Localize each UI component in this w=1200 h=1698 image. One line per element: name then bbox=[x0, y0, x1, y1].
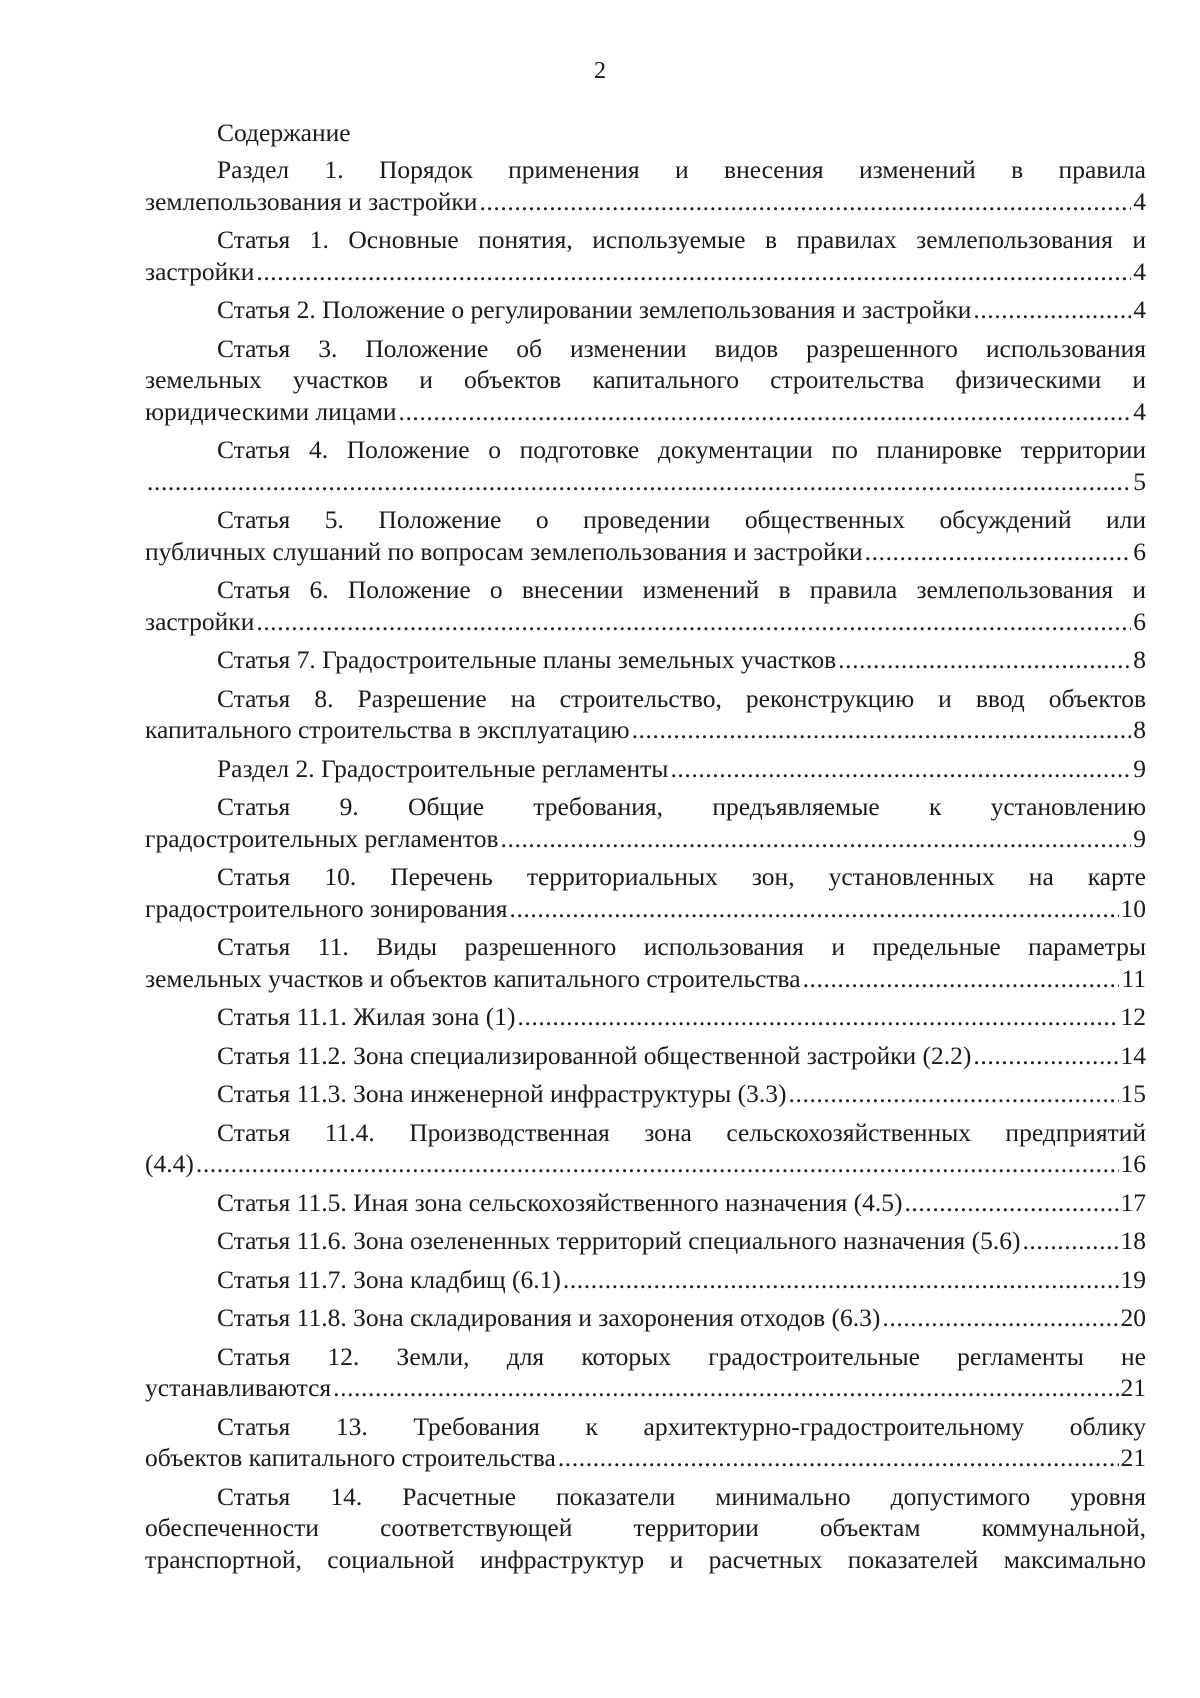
dot-leader bbox=[501, 823, 1132, 855]
toc-entry-title: землепользования и застройки bbox=[145, 186, 478, 216]
toc-entry-leader-line bbox=[145, 823, 1146, 855]
toc-page-number: 15 bbox=[1120, 1079, 1146, 1108]
toc-entry-leader-line bbox=[145, 1078, 1146, 1110]
toc-entry[interactable] bbox=[145, 1117, 1146, 1180]
toc-page-number: 8 bbox=[1133, 645, 1146, 674]
toc-entry-title: юридическими лицами bbox=[145, 396, 397, 426]
toc-entry[interactable] bbox=[145, 1078, 1146, 1110]
toc-entry[interactable] bbox=[145, 791, 1146, 854]
toc-entry[interactable] bbox=[145, 434, 1146, 497]
toc-entry-title: Статья 11.5. Иная зона сельскохозяйственного назначения (4.5) bbox=[217, 1187, 903, 1217]
dot-leader bbox=[517, 1001, 1118, 1033]
toc-entry[interactable] bbox=[145, 861, 1146, 924]
toc-entry-title: Статья 7. Градостроительные планы земельных участков bbox=[217, 645, 837, 674]
dot-leader bbox=[256, 256, 1131, 288]
toc-entry-leader-line bbox=[145, 1442, 1146, 1474]
toc-entry-leader-line bbox=[145, 1001, 1146, 1033]
toc-entry-line: Статья 11.4. Производственная зона сельскохозяйственных предприятий bbox=[217, 1117, 1146, 1147]
toc-entry-leader-line bbox=[145, 396, 1146, 428]
dot-leader bbox=[1022, 1225, 1118, 1257]
dot-leader bbox=[882, 1302, 1118, 1334]
toc-entry[interactable] bbox=[145, 154, 1146, 217]
toc-entry-line: Статья 13. Требования к архитектурно-градостроительному облику bbox=[217, 1411, 1146, 1441]
toc-entry-title: градостроительных регламентов bbox=[145, 823, 499, 853]
toc-entry-line: Статья 12. Земли, для которых градостроительные регламенты не bbox=[217, 1341, 1146, 1371]
toc-page-number: 6 bbox=[1133, 606, 1146, 636]
toc-entry-line: Статья 4. Положение о подготовке документации по планировке территории bbox=[217, 435, 1146, 464]
toc-entry[interactable] bbox=[145, 574, 1146, 637]
toc-entry-line: Статья 3. Положение об изменении видов разрешенного использования bbox=[217, 333, 1146, 363]
toc-entry[interactable] bbox=[145, 644, 1146, 676]
toc-entry[interactable] bbox=[145, 1040, 1146, 1072]
toc-entry-line: Статья 14. Расчетные показатели минимально допустимого уровня bbox=[217, 1481, 1146, 1511]
toc-entry-line: Статья 9. Общие требования, предъявляемые к установлению bbox=[217, 792, 1146, 821]
toc-entry[interactable] bbox=[145, 1302, 1146, 1334]
page-number: 2 bbox=[594, 58, 606, 84]
toc-entry-title: Статья 11.3. Зона инженерной инфраструктуры (3.3) bbox=[217, 1079, 787, 1108]
toc-entry-leader-line bbox=[145, 963, 1146, 995]
toc-page-number: 16 bbox=[1120, 1149, 1146, 1178]
toc-page-number: 20 bbox=[1120, 1303, 1146, 1332]
toc-entry-title: устанавливаются bbox=[145, 1373, 332, 1402]
toc-entry[interactable] bbox=[145, 1225, 1146, 1257]
toc-page-number: 9 bbox=[1133, 753, 1146, 783]
toc-entry-leader-line bbox=[145, 294, 1146, 326]
toc-entry[interactable] bbox=[145, 931, 1146, 994]
toc-entry-leader-line bbox=[145, 1264, 1146, 1296]
toc-entry[interactable] bbox=[145, 1001, 1146, 1033]
toc-entry-line: Раздел 1. Порядок применения и внесения изменений в правила bbox=[217, 155, 1146, 184]
toc-page-number: 21 bbox=[1120, 1443, 1146, 1472]
toc-page-number: 10 bbox=[1120, 893, 1146, 923]
toc-entry-title: градостроительного зонирования bbox=[145, 893, 508, 923]
toc-page-number: 4 bbox=[1133, 256, 1146, 286]
toc-entry-leader-line bbox=[145, 714, 1146, 746]
toc-entry[interactable] bbox=[145, 1187, 1146, 1219]
toc-entry-title: Статья 11.1. Жилая зона (1) bbox=[217, 1002, 516, 1031]
toc-page-number: 18 bbox=[1120, 1226, 1146, 1255]
toc-page-number: 17 bbox=[1120, 1187, 1146, 1217]
toc-entry-line: Статья 1. Основные понятия, используемые в правилах землепользования и bbox=[217, 225, 1146, 254]
dot-leader bbox=[904, 1187, 1118, 1219]
table-of-contents bbox=[145, 118, 1146, 1575]
dot-leader bbox=[558, 1442, 1119, 1474]
toc-entry-leader-line bbox=[145, 1372, 1146, 1404]
dot-leader bbox=[865, 536, 1132, 568]
toc-entry-title: застройки bbox=[145, 256, 255, 286]
toc-entry-leader-line bbox=[145, 1040, 1146, 1072]
toc-entry-leader-line bbox=[145, 256, 1146, 288]
toc-entry-line: Статья 5. Положение о проведении общественных обсуждений или bbox=[217, 505, 1146, 534]
toc-entry-leader-line bbox=[145, 1187, 1146, 1219]
dot-leader bbox=[563, 1264, 1119, 1296]
toc-entry-title: Раздел 2. Градостроительные регламенты bbox=[217, 753, 669, 783]
dot-leader bbox=[147, 466, 1131, 498]
toc-page-number: 8 bbox=[1133, 715, 1146, 744]
toc-page-number: 6 bbox=[1133, 536, 1146, 566]
toc-entry-title: земельных участков и объектов капитального строительства bbox=[145, 963, 801, 993]
toc-page-number: 19 bbox=[1120, 1264, 1146, 1294]
toc-entry-line: Статья 8. Разрешение на строительство, реконструкцию и ввод объектов bbox=[217, 683, 1146, 713]
toc-entry-leader-line bbox=[145, 1302, 1146, 1334]
dot-leader bbox=[398, 396, 1131, 428]
toc-page-number: 14 bbox=[1120, 1040, 1146, 1070]
toc-entry[interactable] bbox=[145, 504, 1146, 567]
toc-entry[interactable] bbox=[145, 1411, 1146, 1474]
toc-page-number: 5 bbox=[1133, 466, 1146, 496]
toc-entry-title: (4.4) bbox=[145, 1149, 194, 1178]
toc-entry-leader-line bbox=[145, 753, 1146, 785]
toc-entry-title: Статья 11.6. Зона озелененных территорий специального назначения (5.6) bbox=[217, 1226, 1021, 1255]
toc-entry-title: публичных слушаний по вопросам землепользования и застройки bbox=[145, 536, 863, 566]
toc-entry[interactable] bbox=[145, 294, 1146, 326]
toc-page-number: 4 bbox=[1133, 186, 1146, 216]
toc-entry-line: Статья 11. Виды разрешенного использования и предельные параметры bbox=[217, 932, 1146, 961]
dot-leader bbox=[973, 1040, 1118, 1072]
toc-entry-leader-line bbox=[145, 1225, 1146, 1257]
toc-entry-leader-line bbox=[145, 606, 1146, 638]
dot-leader bbox=[196, 1148, 1119, 1180]
dot-leader bbox=[632, 714, 1132, 746]
toc-page-number: 12 bbox=[1120, 1002, 1146, 1031]
toc-entry-leader-line bbox=[145, 186, 1146, 218]
toc-entry-title: объектов капитального строительства bbox=[145, 1443, 556, 1472]
toc-entry-title: Статья 11.7. Зона кладбищ (6.1) bbox=[217, 1264, 561, 1294]
dot-leader bbox=[838, 644, 1131, 676]
toc-entry-title: застройки bbox=[145, 606, 255, 636]
toc-entry-line: транспортной, социальной инфраструктур и расчетных показателей максимально bbox=[145, 1544, 1146, 1574]
dot-leader bbox=[789, 1078, 1119, 1110]
toc-page-number: 4 bbox=[1133, 295, 1146, 324]
dot-leader bbox=[479, 186, 1131, 218]
toc-entry-leader-line bbox=[145, 1148, 1146, 1180]
toc-entry-leader-line bbox=[145, 644, 1146, 676]
dot-leader bbox=[333, 1372, 1118, 1404]
toc-entry[interactable] bbox=[145, 753, 1146, 785]
dot-leader bbox=[509, 893, 1118, 925]
toc-entry-line: земельных участков и объектов капитального строительства физическими и bbox=[145, 365, 1146, 394]
toc-page-number: 21 bbox=[1120, 1373, 1146, 1402]
toc-page-number: 9 bbox=[1133, 823, 1146, 853]
toc-entry-leader-line bbox=[145, 536, 1146, 568]
toc-entry[interactable] bbox=[145, 224, 1146, 287]
toc-entry-line: обеспеченности соответствующей территории объектам коммунальной, bbox=[145, 1513, 1146, 1542]
dot-leader bbox=[256, 606, 1131, 638]
toc-page-number: 4 bbox=[1133, 396, 1146, 426]
toc-entries bbox=[145, 154, 1146, 1575]
dot-leader bbox=[973, 294, 1131, 326]
toc-heading: Содержание bbox=[217, 118, 351, 147]
toc-entry-title: капитального строительства в эксплуатацию bbox=[145, 715, 630, 744]
toc-page-number: 11 bbox=[1121, 963, 1146, 993]
toc-entry-title: Статья 11.8. Зона складирования и захоронения отходов (6.3) bbox=[217, 1303, 881, 1332]
dot-leader bbox=[803, 963, 1120, 995]
toc-entry-title: Статья 2. Положение о регулировании землепользования и застройки bbox=[217, 295, 972, 324]
toc-entry-leader-line bbox=[145, 466, 1146, 498]
toc-entry[interactable] bbox=[145, 1264, 1146, 1296]
toc-entry-title: Статья 11.2. Зона специализированной общественной застройки (2.2) bbox=[217, 1040, 972, 1070]
toc-entry-line: Статья 10. Перечень территориальных зон, установленных на карте bbox=[217, 862, 1146, 891]
toc-entry[interactable] bbox=[145, 1341, 1146, 1404]
toc-entry[interactable] bbox=[145, 683, 1146, 746]
toc-entry[interactable] bbox=[145, 333, 1146, 428]
toc-entry-line: Статья 6. Положение о внесении изменений в правила землепользования и bbox=[217, 575, 1146, 604]
toc-entry-leader-line bbox=[145, 893, 1146, 925]
dot-leader bbox=[670, 753, 1131, 785]
toc-entry[interactable] bbox=[145, 1481, 1146, 1576]
